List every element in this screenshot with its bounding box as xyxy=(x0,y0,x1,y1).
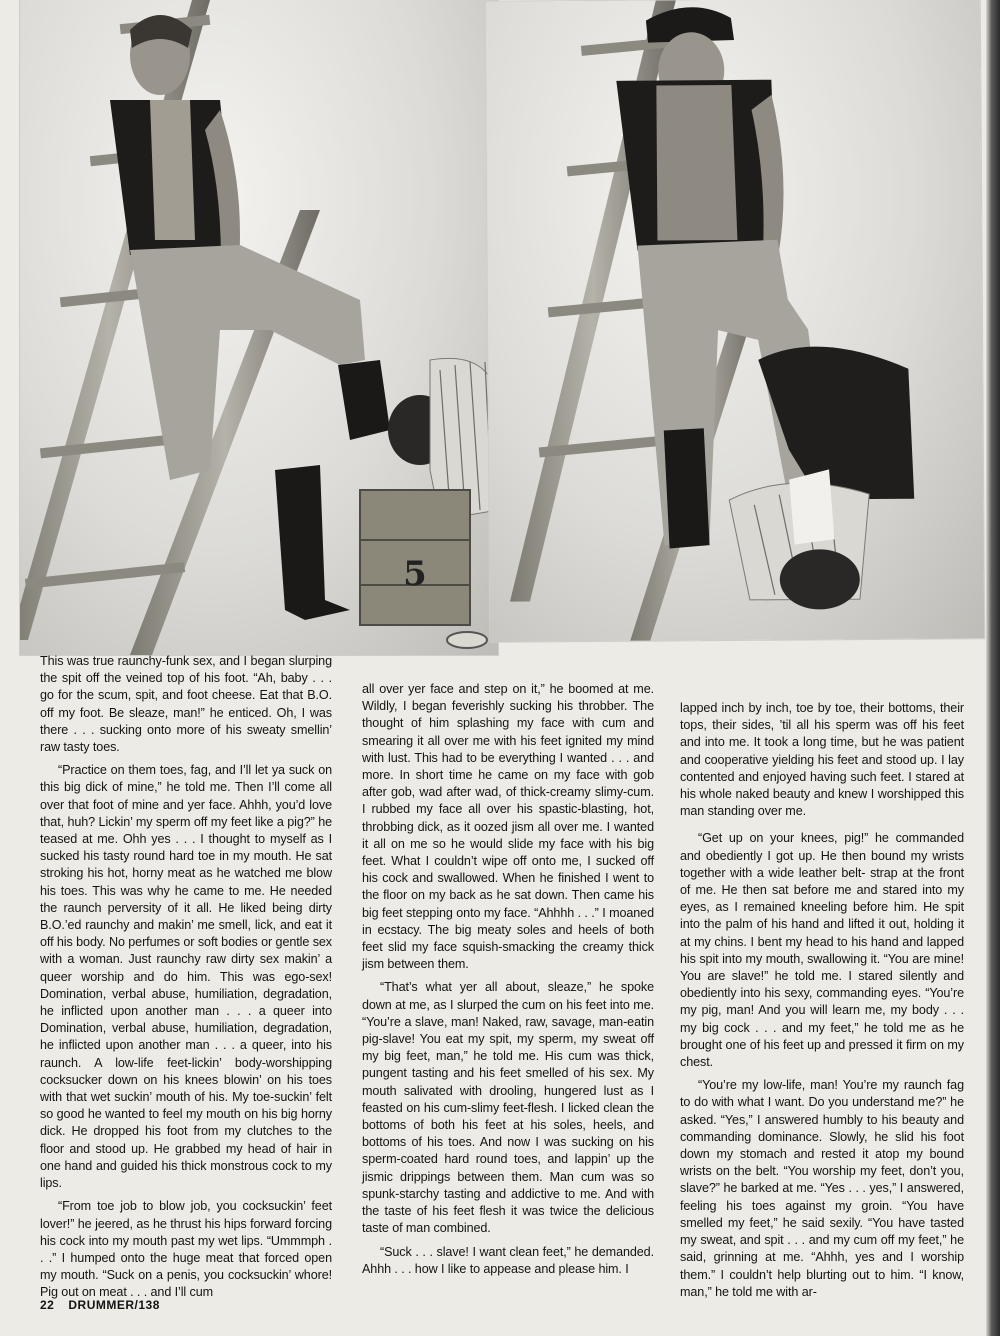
article-column-1 xyxy=(40,653,332,1308)
paragraph: “Suck . . . slave! I want clean feet,” he demanded. Ahhh . . . how I like to appease and please him. I xyxy=(362,1244,654,1276)
photo-right-illustration xyxy=(486,0,984,642)
crate-number: 5 xyxy=(403,554,427,594)
page-gutter-shadow xyxy=(986,0,1000,1336)
paragraph: all over yer face and step on it,” he boomed at me. Wildly, I began feverishly sucking his throbber. The thought of him splashing my face with cum and smearing it all over me with his feet ignited my mind with lust. This had to be everything I wanted . . . and more. In short time he came on my face with gob after gob, wad after wad, of thick-creamy slimy-cum. I rubbed my face all over his spastic-blasting, hot, throbbing dick, as it oozed jism all over me. I wanted it all on me so he would slide my face with his big feet. What I couldn’t wipe off onto me, I sucked off his cock and swallowed. When he finished I went to the floor on my back as he sat down. Then came his big feet stepping onto my face. “Ahhhh . . .” I moaned in ecstacy. The big meaty soles and heels of both feet slid my face squish-smacking the creamy thick jism between them. xyxy=(362,682,654,972)
paragraph: “Get up on your knees, pig!” he commanded and obediently I got up. He then bound my wrists together with a wide leather belt- strap at the front of me. He then sat before me and stared into my eyes, as I remained kneeling before him. He spit into the palm of his hand and lifted it out, holding it at my chins. I bent my head to his hand and lapped his spit into my mouth, swallowing it. “You are mine! You are slave!” he told me. I stared silently and obediently into his sexy, commanding eyes. “You’re my pig, man! And you will learn me, my body . . . my big cock . . . and my feet,” he told me as he brought one of his feet up and pressed it firm on my chest. xyxy=(680,831,964,1070)
page-number: 22 xyxy=(40,1298,55,1312)
paragraph: This was true raunchy-funk sex, and I began slurping the spit off the veined top of his foot. “Ah, baby . . . go for the scum, spit, and foot cheese. Eat that B.O. off my foot. Be sleaze, man!” he enticed. Oh, I was there . . . sucking onto more of his sweaty smellin’ raw tasty toes. xyxy=(40,654,332,755)
figure-boot xyxy=(275,465,350,620)
paragraph: “From toe job to blow job, you cocksuckin’ feet lover!” he jeered, as he thrust his hips forward forcing his cock into my mouth past my wet lips. “Ummmph . . .” I humped onto the huge meat that forced open my mouth. “Suck on a penis, you cocksuckin’ whore! Pig out on meat . . . and I’ll cum xyxy=(40,1199,332,1300)
white-sock xyxy=(789,469,835,544)
photo-left-illustration xyxy=(20,0,498,655)
paragraph: lapped inch by inch, toe by toe, their bottoms, their tops, their sides, ’til all his sperm was off his feet and into me. It took a long time, but he was patient and cooperative yielding his feet and stood up. I lay contented and enjoyed having such feet. I stared at his whole naked beauty and knew I worshipped this man standing over me. xyxy=(680,701,964,819)
paragraph: “You’re my low-life, man! You’re my raunch fag to do with what I want. Do you understand me?” he asked. “Yes,” I answered humbly to his beauty and commanding dominance. Slowly, he slid his foot down my stomach and rested it atop my bound wrists on the belt. “You worship my feet, don’t you, slave?” he barked at me. “Yes . . . yes,” I answered, feeling his toes against my groin. “You have smelled my feet,” he said sexily. “You have tasted my sweat, and spit . . . and my cum off my feet,” he said, grinning at me. “Ahhh, yes and I worship them.” I couldn’t help blurting out to him. “I know, man,” he told me with ar- xyxy=(680,1078,964,1299)
photo-left xyxy=(20,0,498,655)
lying-man-head xyxy=(780,549,860,610)
magazine-issue: DRUMMER/138 xyxy=(68,1298,160,1312)
figure-boot xyxy=(664,428,710,548)
tin-can xyxy=(447,632,487,648)
article-column-2 xyxy=(362,681,654,1284)
paragraph: “That’s what yer all about, sleaze,” he spoke down at me, as I slurped the cum on his feet into me. “You’re a slave, man! Naked, raw, savage, man-eatin pig-slave! You eat my spit, my sperm, my sweat off my big feet, man,” he told me. His cum was thick, pungent tasting and his feet smelled of his sex. My mouth salivated with drooling, hungered lust as I feasted on his cum-slimy feet-flesh. I licked clean the bottoms of both his feet at his soles, heels, and bottoms of his toes. And now I was sucking on his sperm-coated hard round toes, and lappin’ up the jismic drippings between them. Man cum was so spunk-starchy tasting and addictive to me. And with the taste of his feet flesh it was twice the delicious taste of man combined. xyxy=(362,980,654,1236)
lying-man-jacket xyxy=(758,346,914,500)
photo-right xyxy=(486,0,984,642)
page-folio xyxy=(40,1298,174,1312)
article-column-3 xyxy=(680,700,964,1307)
figure-boot xyxy=(338,360,390,440)
paragraph: “Practice on them toes, fag, and I’ll let ya suck on this big dick of mine,” he told me. Then I’ll come all over that foot of mine and yer face. Ahhh, you’d love that, huh? Lickin’ my sperm off my feet like a pig?” he teased at me. Ohh yes . . . I thought to myself as I sucked his tasty round hard toe in my mouth. He sat stroking his hot, horny meat as he watched me blow his toes. This was why he came to me. He needed the raunch perversity of it all. He liked being dirty B.O.’ed raunchy and makin’ me smell, lick, and eat it off his body. No perfumes or soft bodies or gentle sex with a woman. Just raunchy raw dirty sex makin’ a queer worship and do him. This was ego-sex! Domination, verbal abuse, humiliation, degradation, he inflicted upon another man . . . a queer into Domination, verbal abuse, humiliation, degradation, he inflicted upon another man . . . a queer, into his raunch. A low-life feet-lickin’ body-worshipping cocksucker down on his knees blowin’ on his toes with that wet suckin’ mouth of his. My toe-suckin’ felt so good he wanted to feel my mouth on his big horny dick. He dropped his foot from my clutches to the floor and stood up. He grabbed my head of hair in one hand and guided his thick monstrous cock to my lips. xyxy=(40,763,332,1191)
